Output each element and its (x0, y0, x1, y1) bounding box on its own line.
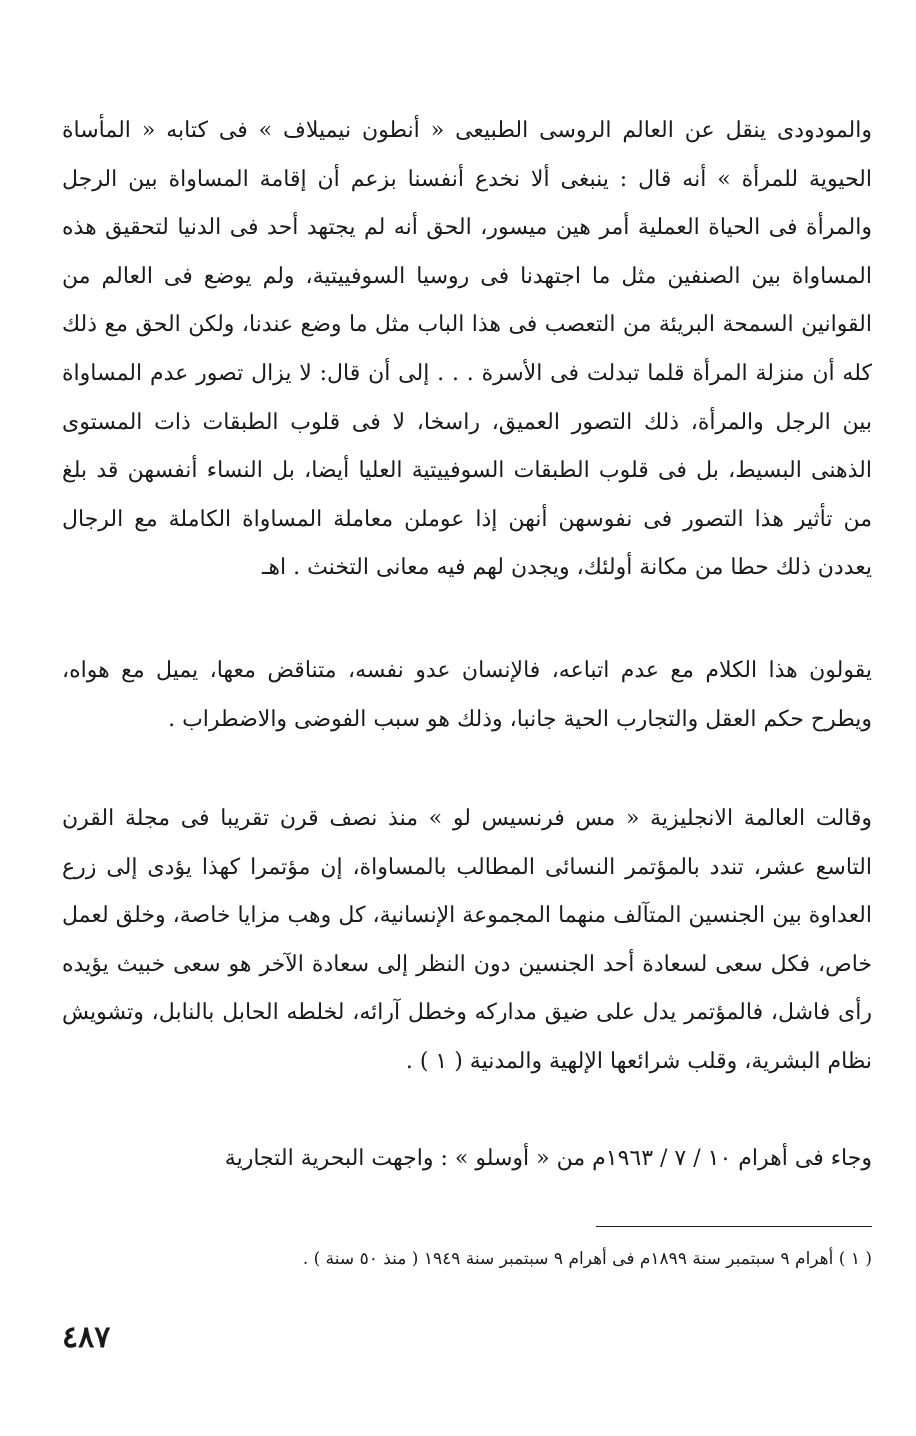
body-paragraph-1 (62, 107, 872, 593)
paragraph-text: يقولون هذا الكلام مع عدم اتباعه، فالإنسان عدو نفسه، متناقض معها، يميل مع هواه، ويطرح حكم العقل والتجارب الحية جانبا، وذلك هو سبب الفوضى والاضطراب . (62, 658, 872, 732)
page-number: ٤٨٧ (62, 1320, 111, 1355)
paragraph-text: وجاء فى أهرام ١٠ / ٧ / ١٩٦٣م من « أوسلو » : واجهت البحرية التجارية (224, 1146, 872, 1171)
paragraph-text: والمودودى ينقل عن العالم الروسى الطبيعى « أنطون نيميلاف » فى كتابه « المأساة الحيوية للمرأة » أنه قال : ينبغى ألا نخدع أنفسنا بزعم أن إقامة المساواة بين الرجل والمرأة فى الحياة العملية أمر هين ميسور، الحق أنه لم يجتهد أحد فى الدنيا لتحقيق هذه المساواة بين الصنفين مثل ما اجتهدنا فى روسيا السوفييتية، ولم يوضع فى العالم من القوانين السمحة البريئة من التعصب فى هذا الباب مثل ما وضع عندنا، ولكن الحق مع ذلك كله أن منزلة المرأة قلما تبدلت فى الأسرة . . . إلى أن قال: لا يزال تصور عدم المساواة بين الرجل والمرأة، ذلك التصور العميق، راسخا، لا فى قلوب الطبقات ذات المستوى الذهنى البسيط، بل فى قلوب الطبقات السوفييتية العليا أيضا، بل النساء أنفسهن قد بلغ من تأثير هذا التصور فى نفوسهن أنهن إذا عوملن معاملة المساواة الكاملة مع الرجال يعددن ذلك حطا من مكانة أولئك، ويجدن لهم فيه معانى التخنث . اهـ (62, 118, 872, 581)
footnote-divider (596, 1226, 872, 1227)
paragraph-text: وقالت العالمة الانجليزية « مس فرنسيس لو » منذ نصف قرن تقريبا فى مجلة القرن التاسع عشر، تندد بالمؤتمر النسائى المطالب بالمساواة، إن مؤتمرا كهذا يؤدى إلى زرع العداوة بين الجنسين المتآلف منهما المجموعة الإنسانية، كل وهب مزايا خاصة، وخلق لعمل خاص، فكل سعى لسعادة أحد الجنسين دون النظر إلى سعادة الآخر هو سعى خبيث يؤيده رأى فاشل، فالمؤتمر يدل على ضيق مداركه وخطل آرائه، لخلطه الحابل بالنابل، وتشويش نظام البشرية، وقلب شرائعها الإلهية والمدنية ( ١ ) . (62, 806, 872, 1074)
body-paragraph-3 (62, 795, 872, 1087)
body-paragraph-4 (62, 1135, 872, 1184)
footnote: ( ١ ) أهرام ٩ سبتمبر سنة ١٨٩٩م فى أهرام ٩ سبتمبر سنة ١٩٤٩ ( منذ ٥٠ سنة ) . (302, 1249, 872, 1269)
body-paragraph-2 (62, 647, 872, 744)
